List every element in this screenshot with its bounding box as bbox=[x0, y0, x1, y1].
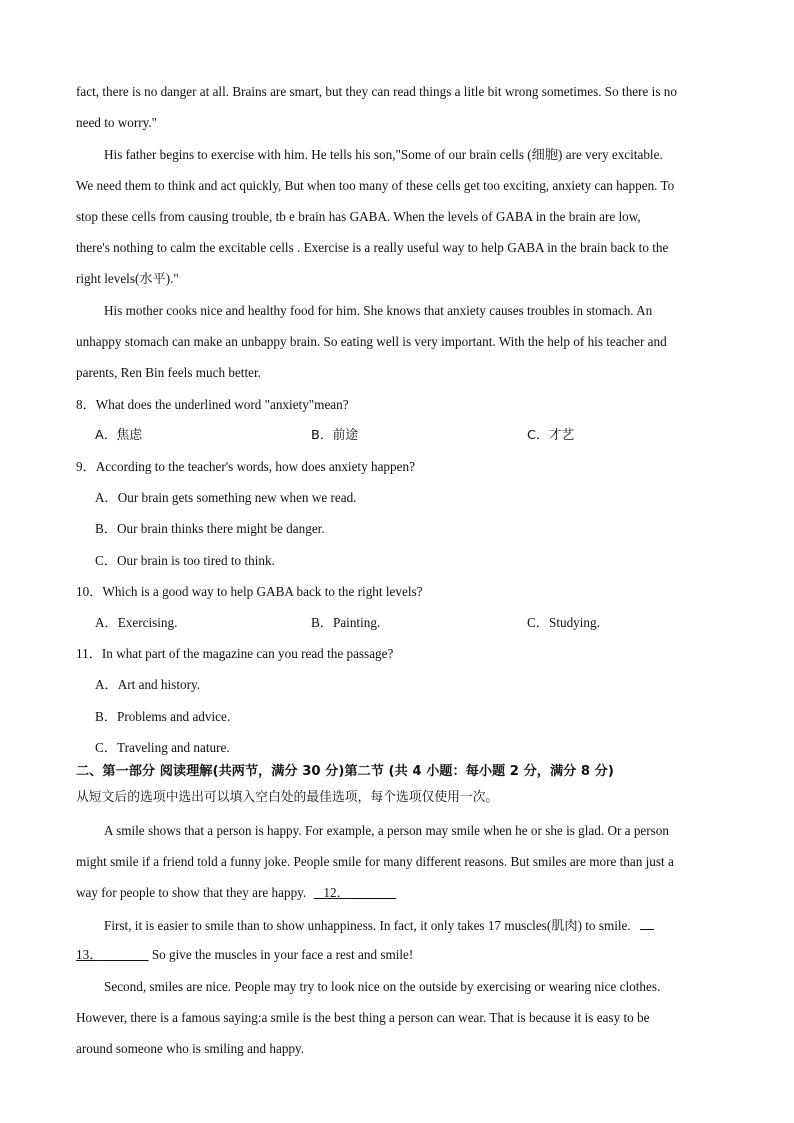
blank-number: 12． bbox=[323, 885, 350, 900]
passage-line: His mother cooks nice and healthy food for him. She knows that anxiety causes troubles in stomach. An bbox=[104, 303, 653, 318]
option-b: B．Painting. bbox=[311, 615, 381, 630]
option-a: A．Art and history. bbox=[95, 677, 200, 692]
passage-line: fact, there is no danger at all. Brains are smart, but they can read things a litle bit wrong sometimes. So there is no bbox=[76, 84, 677, 99]
answer-blank-13-start[interactable] bbox=[640, 916, 654, 930]
passage-line: might smile if a friend told a funny joke. People smile for many different reasons. But smiles are more than just a bbox=[76, 854, 674, 869]
passage-line: unhappy stomach can make an unbappy brain. So eating well is very important. With the help of his teacher and bbox=[76, 334, 667, 349]
passage-line bbox=[76, 947, 746, 963]
option-a: A．Our brain gets something new when we read. bbox=[95, 490, 357, 505]
passage-line: Second, smiles are nice. People may try to look nice on the outside by exercising or wearing nice clothes. bbox=[104, 979, 661, 994]
passage-line: A smile shows that a person is happy. For example, a person may smile when he or she is glad. Or a person bbox=[104, 823, 669, 838]
answer-blank-12[interactable] bbox=[314, 885, 396, 900]
question-stem: 8．What does the underlined word "anxiety"mean? bbox=[76, 397, 349, 412]
passage-line bbox=[76, 885, 746, 901]
passage-line: there's nothing to calm the excitable cells . Exercise is a really useful way to help GABA in the brain back to the bbox=[76, 240, 669, 255]
passage-line: However, there is a famous saying:a smile is the best thing a person can wear. That is because it is easy to be bbox=[76, 1010, 650, 1025]
option-c: C．Traveling and nature. bbox=[95, 740, 230, 755]
option-c: C．才艺 bbox=[527, 428, 575, 443]
passage-text: First, it is easier to smile than to show unhappiness. In fact, it only takes 17 muscles(肌肉) to smile. bbox=[104, 918, 631, 933]
section-instruction: 从短文后的选项中选出可以填入空白处的最佳选项，每个选项仅使用一次。 bbox=[76, 790, 499, 805]
answer-blank-13[interactable] bbox=[76, 947, 149, 962]
option-a: A．Exercising. bbox=[95, 615, 178, 630]
passage-line: parents, Ren Bin feels much better. bbox=[76, 365, 261, 380]
option-b: B．Our brain thinks there might be danger. bbox=[95, 521, 325, 536]
passage-line: right levels(水平)." bbox=[76, 271, 179, 286]
question-stem: 9．According to the teacher's words, how does anxiety happen? bbox=[76, 459, 415, 474]
option-c: C．Our brain is too tired to think. bbox=[95, 553, 275, 568]
passage-line: We need them to think and act quickly, But when too many of these cells get too exciting, anxiety can happen. To bbox=[76, 178, 675, 193]
section-heading: 二、第一部分 阅读理解(共两节，满分 30 分)第二节 (共 4 小题：每小题 2 分，满分 8 分) bbox=[76, 764, 614, 779]
option-a: A．焦虑 bbox=[95, 428, 143, 443]
passage-line: stop these cells from causing trouble, tb e brain has GABA. When the levels of GABA in the brain are low, bbox=[76, 209, 641, 224]
passage-line bbox=[104, 916, 746, 934]
passage-line: around someone who is smiling and happy. bbox=[76, 1041, 305, 1056]
question-stem: 11．In what part of the magazine can you read the passage? bbox=[76, 646, 394, 661]
option-b: B．Problems and advice. bbox=[95, 709, 231, 724]
blank-number: 13． bbox=[76, 947, 103, 962]
question-stem: 10．Which is a good way to help GABA back to the right levels? bbox=[76, 584, 423, 599]
passage-line: need to worry." bbox=[76, 115, 158, 130]
passage-line: His father begins to exercise with him. He tells his son,"Some of our brain cells (细胞) are very excitable. bbox=[104, 147, 663, 162]
option-c: C．Studying. bbox=[527, 615, 600, 630]
passage-text: way for people to show that they are happy. bbox=[76, 885, 307, 900]
option-b: B．前途 bbox=[311, 428, 359, 443]
passage-text: So give the muscles in your face a rest and smile! bbox=[148, 947, 414, 962]
